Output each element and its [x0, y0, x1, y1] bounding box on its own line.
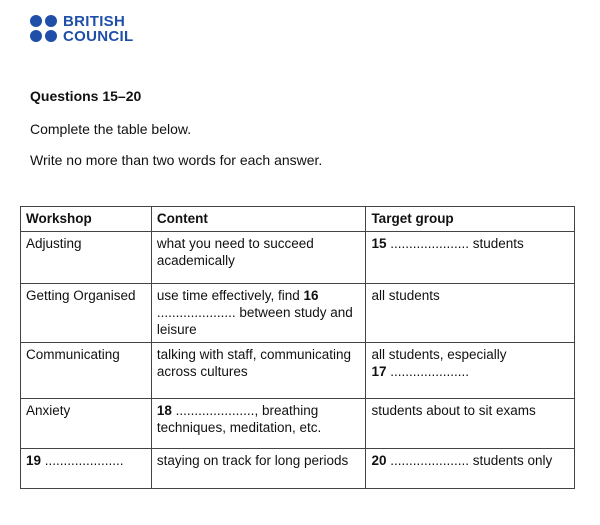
content-cell: staying on track for long periods: [151, 449, 366, 489]
question-number: 20: [371, 453, 387, 468]
table-row: [21, 449, 575, 489]
logo-dots-icon: [30, 15, 58, 43]
instruction-1: Complete the table below.: [30, 121, 192, 137]
answer-blank: ..................... between study and leisure: [156, 305, 353, 337]
target-cell: students about to sit exams: [366, 399, 575, 449]
table-header-row: [21, 207, 575, 232]
answer-blank: ..................... students only: [386, 453, 553, 468]
question-number: 18: [156, 403, 172, 418]
workshop-cell: Adjusting: [21, 232, 152, 284]
question-number: 19: [26, 453, 42, 468]
answer-blank: .....................: [41, 453, 124, 468]
workshop-cell: Getting Organised: [21, 284, 152, 343]
content-text: use time effectively, find: [156, 288, 304, 303]
instruction-2: Write no more than two words for each answer.: [30, 152, 323, 168]
content-cell: what you need to succeed academically: [151, 232, 366, 284]
question-number: 15: [371, 236, 387, 251]
answer-blank: ..................... students: [386, 236, 524, 251]
answer-blank: ....................., breathing techniques, meditation, etc.: [156, 403, 322, 435]
workshop-cell: Communicating: [21, 343, 152, 399]
target-cell: [366, 343, 575, 399]
logo-line-2: COUNCIL: [63, 28, 134, 45]
table-row: [21, 232, 575, 284]
header-target-group: Target group: [366, 207, 575, 232]
questions-heading: Questions 15–20: [30, 88, 142, 104]
table-row: [21, 284, 575, 343]
answer-blank: .....................: [386, 364, 469, 379]
workshop-table: [20, 206, 575, 489]
table-row: [21, 399, 575, 449]
content-cell: [151, 284, 366, 343]
question-number: 17: [371, 364, 387, 379]
header-workshop: Workshop: [21, 207, 152, 232]
content-cell: talking with staff, communicating across cultures: [151, 343, 366, 399]
target-cell: all students: [366, 284, 575, 343]
table-row: [21, 343, 575, 399]
question-number: 16: [303, 288, 319, 303]
workshop-cell: Anxiety: [21, 399, 152, 449]
header-content: Content: [151, 207, 366, 232]
target-cell: [366, 449, 575, 489]
workshop-cell: [21, 449, 152, 489]
target-text: all students, especially: [371, 347, 507, 362]
british-council-logo: [30, 14, 133, 44]
logo-line-1: BRITISH: [63, 13, 126, 30]
content-cell: [151, 399, 366, 449]
target-cell: [366, 232, 575, 284]
logo-text: [63, 14, 133, 44]
